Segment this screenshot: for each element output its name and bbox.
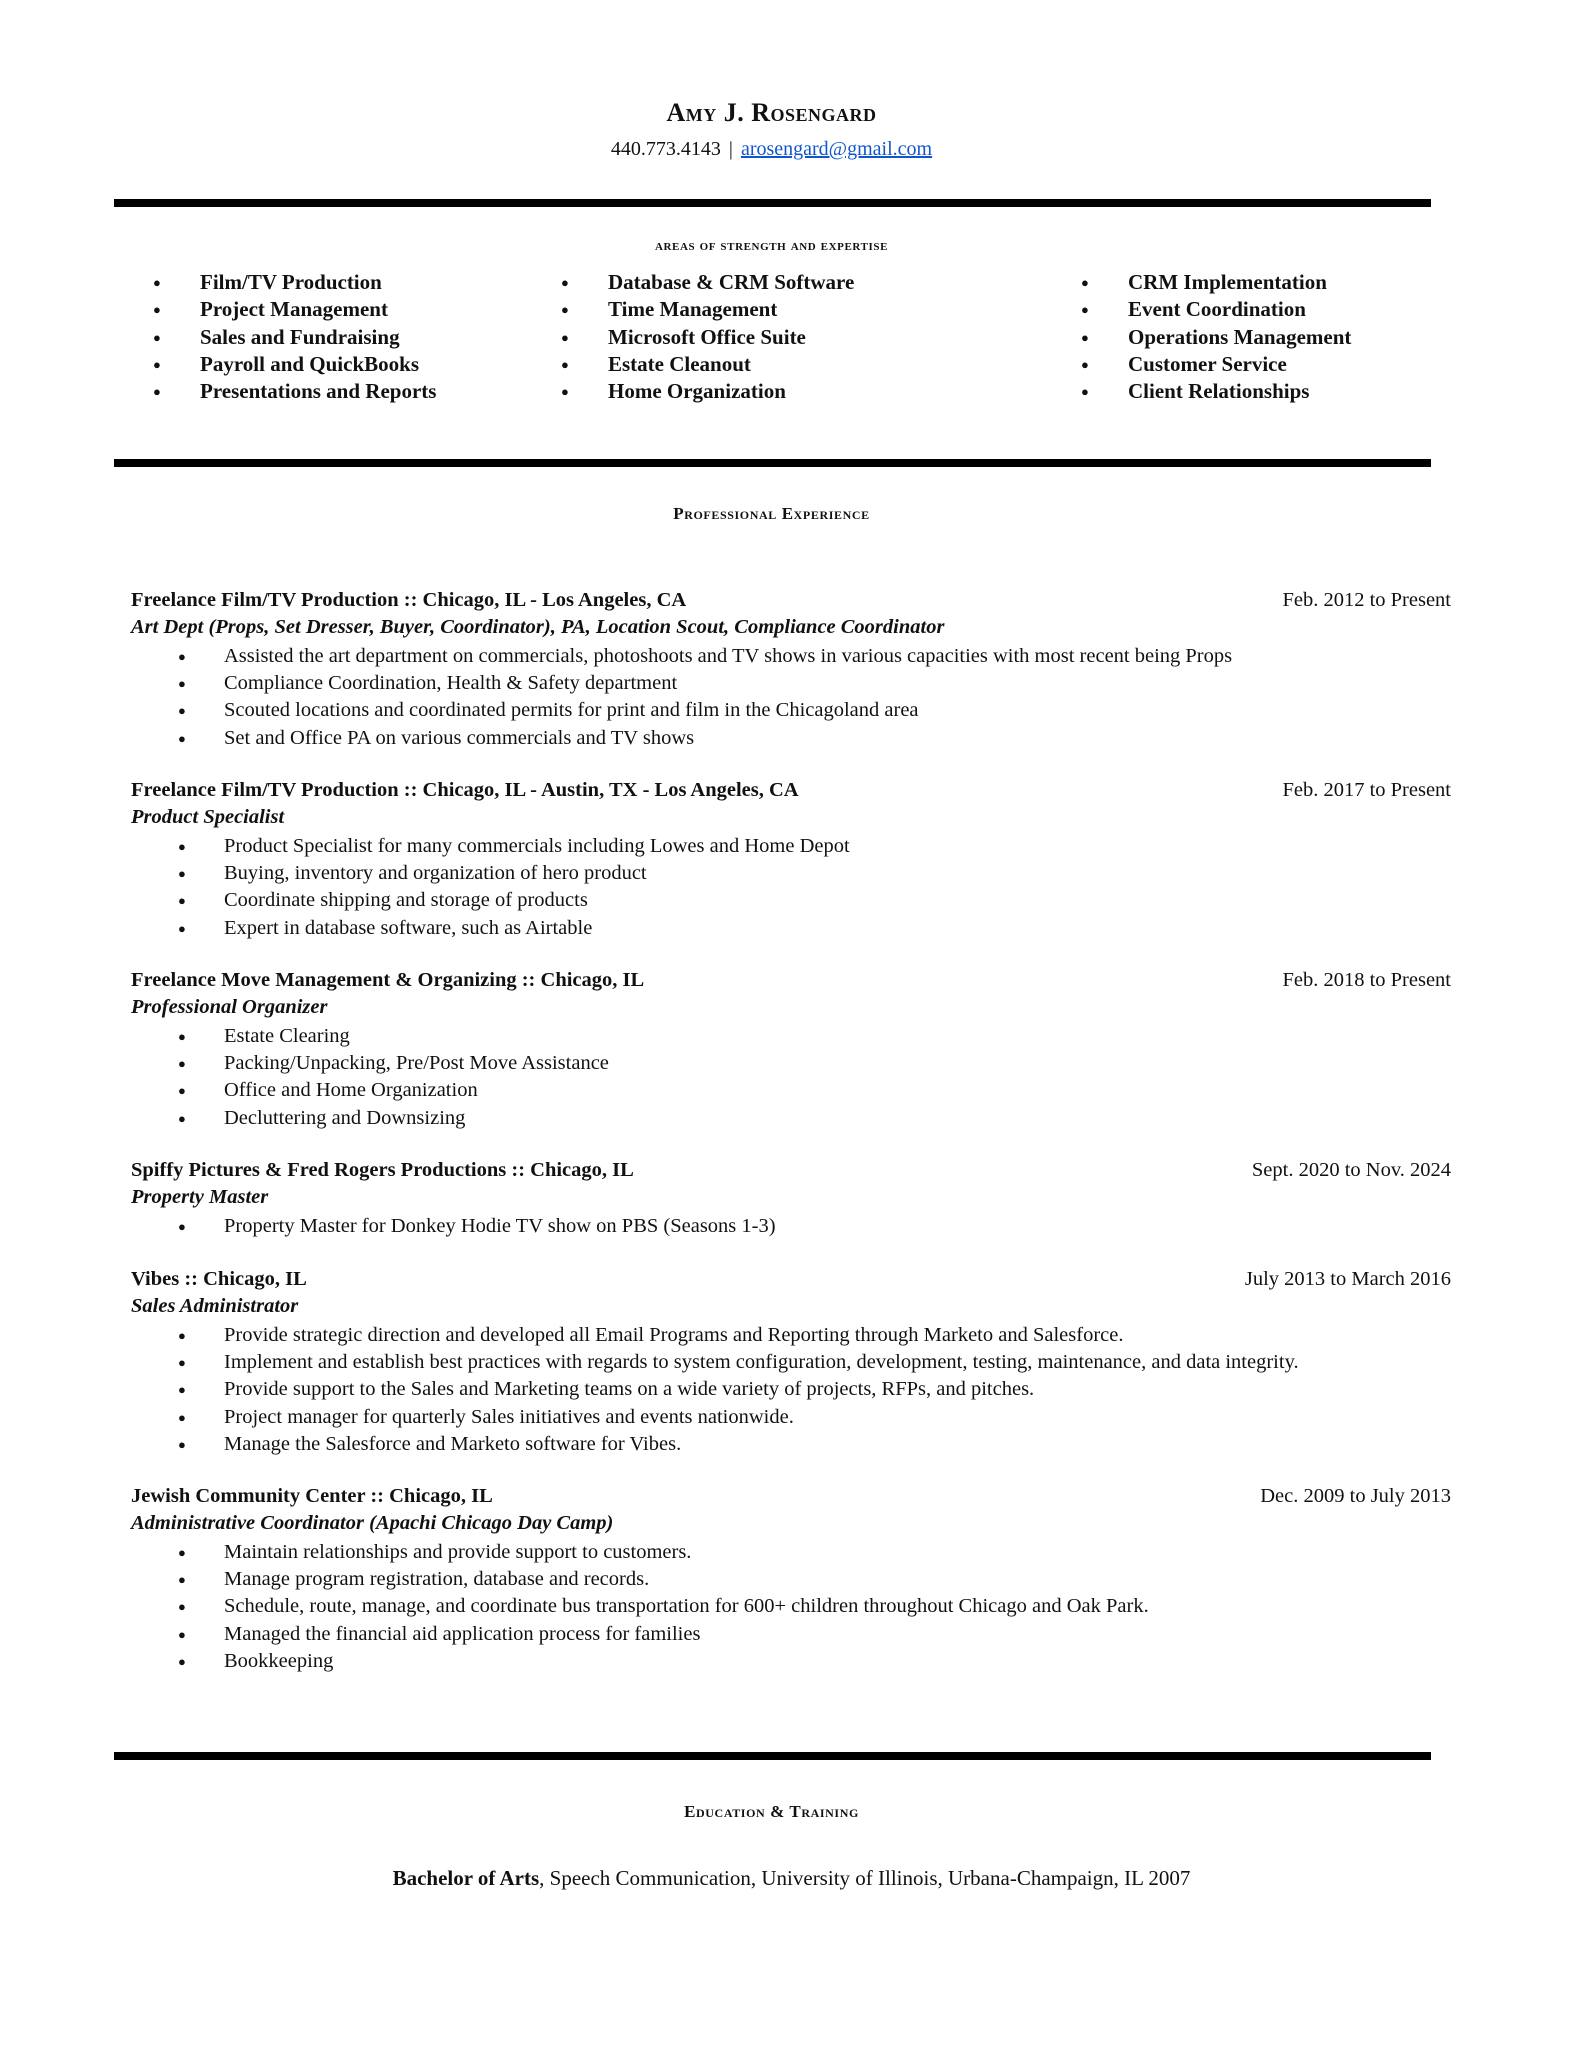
job-entry (131, 589, 1451, 752)
job-organization: Freelance Film/TV Production :: Chicago, IL - Los Angeles, CA (131, 589, 687, 611)
skill-item: ● Client Relationships (1081, 378, 1351, 405)
job-bullet: ● Managed the financial aid application process for families (131, 1621, 1451, 1648)
job-organization: Vibes :: Chicago, IL (131, 1268, 307, 1290)
job-bullet: ● Set and Office PA on various commercials and TV shows (131, 725, 1451, 752)
divider-rule (114, 199, 1431, 207)
job-entry (131, 779, 1451, 942)
job-bullets (131, 1023, 1451, 1132)
job-bullets (131, 1213, 1451, 1240)
job-bullet: ● Product Specialist for many commercials including Lowes and Home Depot (131, 833, 1451, 860)
education-entry (0, 1866, 1583, 1891)
skill-item: ● Estate Cleanout (561, 351, 854, 378)
skills-column-3 (1081, 269, 1351, 405)
job-dates: Feb. 2018 to Present (1282, 969, 1451, 991)
candidate-name: Amy J. Rosengard (666, 98, 877, 127)
job-bullet: ● Office and Home Organization (131, 1077, 1451, 1104)
skill-item: ● Project Management (153, 296, 436, 323)
skills-column-1 (153, 269, 436, 405)
job-organization: Spiffy Pictures & Fred Rogers Productions :: Chicago, IL (131, 1159, 634, 1181)
skill-item: ● Film/TV Production (153, 269, 436, 296)
job-bullet: ● Property Master for Donkey Hodie TV show on PBS (Seasons 1-3) (131, 1213, 1451, 1240)
job-organization: Freelance Move Management & Organizing :: Chicago, IL (131, 969, 645, 991)
job-title: Professional Organizer (131, 996, 328, 1018)
divider-rule (114, 1752, 1431, 1760)
job-bullet: ● Manage program registration, database and records. (131, 1566, 1451, 1593)
skill-item: ● Presentations and Reports (153, 378, 436, 405)
job-bullet: ● Estate Clearing (131, 1023, 1451, 1050)
contact-separator: | (728, 138, 733, 160)
job-bullet: ● Expert in database software, such as Airtable (131, 915, 1451, 942)
job-organization: Jewish Community Center :: Chicago, IL (131, 1485, 493, 1507)
job-entry (131, 1268, 1451, 1458)
job-entry (131, 1159, 1451, 1240)
job-title: Sales Administrator (131, 1295, 299, 1317)
job-bullet: ● Project manager for quarterly Sales initiatives and events nationwide. (131, 1404, 1451, 1431)
degree-detail: , Speech Communication, University of Illinois, Urbana-Champaign, IL 2007 (539, 1866, 1191, 1890)
job-bullet: ● Assisted the art department on commercials, photoshoots and TV shows in various capacities with most recent being Props (131, 643, 1451, 670)
skill-item: ● Customer Service (1081, 351, 1351, 378)
skill-item: ● Operations Management (1081, 324, 1351, 351)
skill-item: ● Database & CRM Software (561, 269, 854, 296)
job-organization: Freelance Film/TV Production :: Chicago, IL - Austin, TX - Los Angeles, CA (131, 779, 799, 801)
job-dates: Feb. 2012 to Present (1282, 589, 1451, 611)
job-entry (131, 1485, 1451, 1675)
experience-section-title: Professional Experience (673, 504, 870, 523)
job-bullet: ● Compliance Coordination, Health & Safety department (131, 670, 1451, 697)
skill-item: ● CRM Implementation (1081, 269, 1351, 296)
skills-section-title: areas of strength and expertise (654, 238, 889, 254)
job-title: Administrative Coordinator (Apachi Chicago Day Camp) (131, 1512, 614, 1534)
job-bullet: ● Coordinate shipping and storage of products (131, 887, 1451, 914)
skill-item: ● Sales and Fundraising (153, 324, 436, 351)
job-bullet: ● Maintain relationships and provide support to customers. (131, 1539, 1451, 1566)
skills-column-2 (561, 269, 854, 405)
degree-name: Bachelor of Arts (392, 1866, 540, 1890)
education-section-title: Education & Training (684, 1802, 859, 1821)
job-bullets (131, 643, 1451, 752)
job-bullet: ● Schedule, route, manage, and coordinate bus transportation for 600+ children throughout Chicago and Oak Park. (131, 1593, 1451, 1620)
email-link[interactable]: arosengard@gmail.com (740, 138, 933, 160)
job-bullet: ● Packing/Unpacking, Pre/Post Move Assistance (131, 1050, 1451, 1077)
contact-line (0, 138, 1543, 161)
job-bullet: ● Manage the Salesforce and Marketo software for Vibes. (131, 1431, 1451, 1458)
job-bullet: ● Scouted locations and coordinated permits for print and film in the Chicagoland area (131, 697, 1451, 724)
skill-item: ● Time Management (561, 296, 854, 323)
job-bullet: ● Provide support to the Sales and Marketing teams on a wide variety of projects, RFPs, and pitches. (131, 1376, 1451, 1403)
job-bullet: ● Bookkeeping (131, 1648, 1451, 1675)
skill-item: ● Home Organization (561, 378, 854, 405)
job-bullets (131, 1322, 1451, 1458)
job-bullets (131, 833, 1451, 942)
skill-item: ● Payroll and QuickBooks (153, 351, 436, 378)
job-bullet: ● Implement and establish best practices with regards to system configuration, development, testing, maintenance, and data integrity. (131, 1349, 1451, 1376)
job-dates: Dec. 2009 to July 2013 (1260, 1485, 1451, 1507)
job-bullet: ● Provide strategic direction and developed all Email Programs and Reporting through Marketo and Salesforce. (131, 1322, 1451, 1349)
phone-number: 440.773.4143 (610, 138, 721, 160)
skill-item: ● Microsoft Office Suite (561, 324, 854, 351)
job-dates: Feb. 2017 to Present (1282, 779, 1451, 801)
job-bullets (131, 1539, 1451, 1675)
job-dates: July 2013 to March 2016 (1244, 1268, 1451, 1290)
skill-item: ● Event Coordination (1081, 296, 1351, 323)
job-bullet: ● Decluttering and Downsizing (131, 1105, 1451, 1132)
job-title: Property Master (131, 1186, 269, 1208)
job-entry (131, 969, 1451, 1132)
job-title: Art Dept (Props, Set Dresser, Buyer, Coordinator), PA, Location Scout, Compliance Coordinator (131, 616, 945, 638)
job-title: Product Specialist (131, 806, 285, 828)
job-dates: Sept. 2020 to Nov. 2024 (1251, 1159, 1451, 1181)
job-bullet: ● Buying, inventory and organization of hero product (131, 860, 1451, 887)
divider-rule (114, 459, 1431, 467)
